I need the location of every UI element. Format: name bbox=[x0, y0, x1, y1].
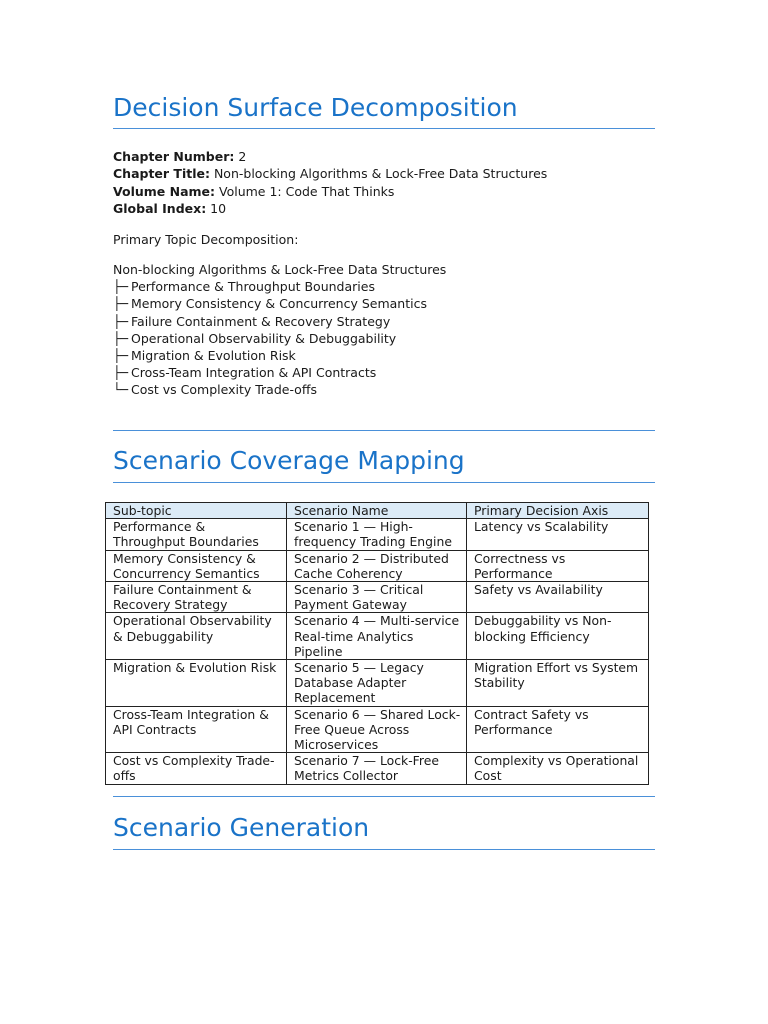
table-row bbox=[106, 753, 649, 784]
tree-branch-glyph: └─ bbox=[113, 382, 129, 398]
section-divider bbox=[113, 430, 655, 431]
table-row bbox=[106, 519, 649, 550]
tree-item-label: Cost vs Complexity Trade-offs bbox=[131, 382, 317, 398]
cell-decision-axis: Safety vs Availability bbox=[467, 582, 649, 613]
cell-subtopic: Failure Containment & Recovery Strategy bbox=[106, 582, 287, 613]
table-row bbox=[106, 706, 649, 753]
chapter-metadata bbox=[113, 148, 547, 217]
cell-scenario-name: Scenario 3 — Critical Payment Gateway bbox=[287, 582, 467, 613]
tree-branch-glyph: ├─ bbox=[113, 279, 129, 295]
cell-decision-axis: Latency vs Scalability bbox=[467, 519, 649, 550]
cell-subtopic: Cross-Team Integration & API Contracts bbox=[106, 706, 287, 753]
column-header-scenario-name: Scenario Name bbox=[287, 503, 467, 519]
tree-branch-glyph: ├─ bbox=[113, 313, 129, 329]
tree-item bbox=[113, 364, 446, 381]
tree-item-label: Migration & Evolution Risk bbox=[131, 348, 296, 364]
tree-item-label: Failure Containment & Recovery Strategy bbox=[131, 313, 391, 329]
cell-subtopic: Performance & Throughput Boundaries bbox=[106, 519, 287, 550]
cell-scenario-name: Scenario 4 — Multi-service Real-time Analytics Pipeline bbox=[287, 613, 467, 660]
cell-subtopic: Operational Observability & Debuggability bbox=[106, 613, 287, 660]
table-row bbox=[106, 582, 649, 613]
heading-underline bbox=[113, 128, 655, 129]
section-title-scenario-generation: Scenario Generation bbox=[113, 813, 370, 842]
tree-item bbox=[113, 381, 446, 398]
meta-label: Global Index: bbox=[113, 200, 207, 216]
meta-label: Chapter Number: bbox=[113, 149, 235, 164]
cell-scenario-name: Scenario 2 — Distributed Cache Coherency bbox=[287, 550, 467, 581]
tree-item bbox=[113, 278, 446, 295]
tree-item bbox=[113, 295, 446, 312]
section-title-scenario-coverage: Scenario Coverage Mapping bbox=[113, 446, 465, 475]
cell-scenario-name: Scenario 1 — High-frequency Trading Engine bbox=[287, 519, 467, 550]
table-header-row bbox=[106, 503, 649, 519]
tree-root: Non-blocking Algorithms & Lock-Free Data Structures bbox=[113, 262, 447, 277]
meta-global-index bbox=[113, 200, 547, 217]
cell-scenario-name: Scenario 7 — Lock-Free Metrics Collector bbox=[287, 753, 467, 784]
meta-value: Volume 1: Code That Thinks bbox=[215, 183, 395, 199]
meta-label: Chapter Title: bbox=[113, 166, 210, 182]
topic-intro: Primary Topic Decomposition: bbox=[113, 232, 299, 247]
table-row bbox=[106, 613, 649, 660]
scenario-coverage-table bbox=[105, 502, 649, 785]
tree-branch-glyph: ├─ bbox=[113, 348, 129, 364]
meta-chapter-title bbox=[113, 165, 547, 182]
cell-decision-axis: Complexity vs Operational Cost bbox=[467, 753, 649, 784]
cell-decision-axis: Contract Safety vs Performance bbox=[467, 706, 649, 753]
tree-item bbox=[113, 330, 446, 347]
tree-item-label: Memory Consistency & Concurrency Semantics bbox=[131, 296, 427, 312]
meta-chapter-number bbox=[113, 148, 547, 165]
meta-value: 10 bbox=[206, 200, 227, 216]
tree-branch-glyph: ├─ bbox=[113, 296, 129, 312]
cell-scenario-name: Scenario 6 — Shared Lock-Free Queue Across Microservices bbox=[287, 706, 467, 753]
cell-subtopic: Cost vs Complexity Trade-offs bbox=[106, 753, 287, 784]
table-row bbox=[106, 550, 649, 581]
table-row bbox=[106, 660, 649, 707]
meta-label: Volume Name: bbox=[113, 183, 216, 199]
section-divider bbox=[113, 796, 655, 797]
cell-decision-axis: Migration Effort vs System Stability bbox=[467, 660, 649, 707]
cell-subtopic: Memory Consistency & Concurrency Semantics bbox=[106, 550, 287, 581]
topic-tree bbox=[113, 261, 446, 399]
tree-branch-glyph: ├─ bbox=[113, 365, 129, 381]
column-header-subtopic: Sub-topic bbox=[106, 503, 287, 519]
heading-underline bbox=[113, 482, 655, 483]
meta-value: Non-blocking Algorithms & Lock-Free Data Structures bbox=[209, 166, 548, 182]
heading-underline bbox=[113, 849, 655, 850]
tree-item-label: Performance & Throughput Boundaries bbox=[131, 279, 375, 295]
meta-value: 2 bbox=[234, 149, 247, 164]
cell-subtopic: Migration & Evolution Risk bbox=[106, 660, 287, 707]
tree-item bbox=[113, 313, 446, 330]
cell-decision-axis: Correctness vs Performance bbox=[467, 550, 649, 581]
section-title-decision-surface: Decision Surface Decomposition bbox=[113, 93, 518, 122]
tree-item bbox=[113, 347, 446, 364]
tree-item-label: Cross-Team Integration & API Contracts bbox=[131, 365, 377, 381]
meta-volume-name bbox=[113, 183, 547, 200]
column-header-decision-axis: Primary Decision Axis bbox=[467, 503, 649, 519]
tree-branch-glyph: ├─ bbox=[113, 330, 129, 346]
tree-item-label: Operational Observability & Debuggability bbox=[131, 330, 397, 346]
cell-scenario-name: Scenario 5 — Legacy Database Adapter Replacement bbox=[287, 660, 467, 707]
cell-decision-axis: Debuggability vs Non-blocking Efficiency bbox=[467, 613, 649, 660]
